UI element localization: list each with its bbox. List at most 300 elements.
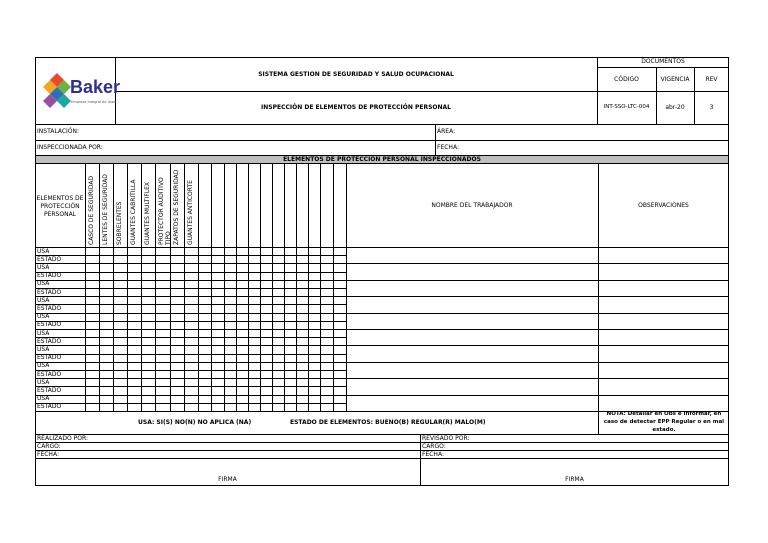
- check-cell[interactable]: [85, 247, 99, 255]
- check-cell[interactable]: [272, 280, 284, 288]
- check-cell[interactable]: [184, 370, 198, 378]
- check-cell[interactable]: [85, 395, 99, 403]
- check-cell[interactable]: [170, 395, 184, 403]
- check-cell[interactable]: [260, 296, 272, 304]
- check-cell[interactable]: [296, 296, 308, 304]
- check-cell[interactable]: [236, 263, 248, 271]
- check-cell[interactable]: [272, 403, 284, 411]
- check-cell[interactable]: [260, 329, 272, 337]
- check-cell[interactable]: [236, 345, 248, 353]
- check-cell[interactable]: [333, 329, 346, 337]
- check-cell[interactable]: [296, 403, 308, 411]
- check-cell[interactable]: [284, 386, 296, 394]
- check-cell[interactable]: [211, 304, 224, 312]
- check-cell[interactable]: [211, 263, 224, 271]
- check-cell[interactable]: [113, 321, 127, 329]
- check-cell[interactable]: [296, 378, 308, 386]
- check-cell[interactable]: [308, 263, 320, 271]
- check-cell[interactable]: [170, 288, 184, 296]
- check-cell[interactable]: [284, 337, 296, 345]
- check-cell[interactable]: [127, 362, 141, 370]
- check-cell[interactable]: [85, 354, 99, 362]
- check-cell[interactable]: [224, 272, 236, 280]
- check-cell[interactable]: [296, 304, 308, 312]
- check-cell[interactable]: [155, 280, 170, 288]
- check-cell[interactable]: [85, 313, 99, 321]
- check-cell[interactable]: [99, 288, 113, 296]
- check-cell[interactable]: [99, 313, 113, 321]
- check-cell[interactable]: [211, 272, 224, 280]
- check-cell[interactable]: [224, 378, 236, 386]
- area-field[interactable]: ÁREA:: [437, 128, 456, 135]
- date-field[interactable]: FECHA:: [437, 144, 459, 151]
- check-cell[interactable]: [85, 329, 99, 337]
- check-cell[interactable]: [272, 272, 284, 280]
- check-cell[interactable]: [198, 362, 211, 370]
- check-cell[interactable]: [198, 370, 211, 378]
- check-cell[interactable]: [272, 395, 284, 403]
- check-cell[interactable]: [113, 403, 127, 411]
- check-cell[interactable]: [99, 354, 113, 362]
- check-cell[interactable]: [127, 304, 141, 312]
- check-cell[interactable]: [198, 280, 211, 288]
- check-cell[interactable]: [224, 362, 236, 370]
- check-cell[interactable]: [85, 337, 99, 345]
- check-cell[interactable]: [170, 345, 184, 353]
- check-cell[interactable]: [184, 263, 198, 271]
- check-cell[interactable]: [224, 386, 236, 394]
- check-cell[interactable]: [85, 370, 99, 378]
- check-cell[interactable]: [224, 280, 236, 288]
- check-cell[interactable]: [260, 263, 272, 271]
- check-cell[interactable]: [155, 345, 170, 353]
- check-cell[interactable]: [184, 378, 198, 386]
- check-cell[interactable]: [333, 255, 346, 263]
- check-cell[interactable]: [260, 280, 272, 288]
- check-cell[interactable]: [170, 386, 184, 394]
- check-cell[interactable]: [141, 263, 155, 271]
- check-cell[interactable]: [85, 263, 99, 271]
- check-cell[interactable]: [248, 272, 260, 280]
- check-cell[interactable]: [224, 255, 236, 263]
- check-cell[interactable]: [296, 247, 308, 255]
- check-cell[interactable]: [170, 247, 184, 255]
- check-cell[interactable]: [170, 313, 184, 321]
- check-cell[interactable]: [320, 288, 333, 296]
- check-cell[interactable]: [272, 329, 284, 337]
- check-cell[interactable]: [248, 329, 260, 337]
- check-cell[interactable]: [155, 288, 170, 296]
- check-cell[interactable]: [320, 304, 333, 312]
- check-cell[interactable]: [320, 247, 333, 255]
- check-cell[interactable]: [284, 304, 296, 312]
- check-cell[interactable]: [308, 386, 320, 394]
- check-cell[interactable]: [333, 337, 346, 345]
- check-cell[interactable]: [113, 329, 127, 337]
- check-cell[interactable]: [184, 272, 198, 280]
- check-cell[interactable]: [127, 313, 141, 321]
- check-cell[interactable]: [211, 354, 224, 362]
- check-cell[interactable]: [198, 272, 211, 280]
- check-cell[interactable]: [284, 272, 296, 280]
- check-cell[interactable]: [127, 272, 141, 280]
- check-cell[interactable]: [333, 345, 346, 353]
- check-cell[interactable]: [155, 378, 170, 386]
- check-cell[interactable]: [308, 321, 320, 329]
- check-cell[interactable]: [99, 263, 113, 271]
- check-cell[interactable]: [113, 354, 127, 362]
- reviewed-by-position-field[interactable]: CARGO:: [422, 443, 446, 450]
- check-cell[interactable]: [85, 296, 99, 304]
- check-cell[interactable]: [320, 272, 333, 280]
- check-cell[interactable]: [85, 362, 99, 370]
- check-cell[interactable]: [296, 321, 308, 329]
- check-cell[interactable]: [333, 263, 346, 271]
- check-cell[interactable]: [272, 354, 284, 362]
- check-cell[interactable]: [308, 329, 320, 337]
- check-cell[interactable]: [308, 370, 320, 378]
- check-cell[interactable]: [141, 386, 155, 394]
- check-cell[interactable]: [260, 378, 272, 386]
- check-cell[interactable]: [224, 247, 236, 255]
- check-cell[interactable]: [141, 329, 155, 337]
- check-cell[interactable]: [141, 403, 155, 411]
- check-cell[interactable]: [320, 296, 333, 304]
- check-cell[interactable]: [211, 386, 224, 394]
- check-cell[interactable]: [224, 337, 236, 345]
- check-cell[interactable]: [236, 386, 248, 394]
- check-cell[interactable]: [99, 386, 113, 394]
- check-cell[interactable]: [296, 313, 308, 321]
- check-cell[interactable]: [184, 329, 198, 337]
- check-cell[interactable]: [236, 304, 248, 312]
- check-cell[interactable]: [127, 403, 141, 411]
- check-cell[interactable]: [320, 362, 333, 370]
- check-cell[interactable]: [284, 288, 296, 296]
- check-cell[interactable]: [85, 304, 99, 312]
- check-cell[interactable]: [320, 386, 333, 394]
- check-cell[interactable]: [248, 345, 260, 353]
- check-cell[interactable]: [85, 288, 99, 296]
- check-cell[interactable]: [260, 288, 272, 296]
- check-cell[interactable]: [284, 313, 296, 321]
- check-cell[interactable]: [248, 354, 260, 362]
- check-cell[interactable]: [141, 247, 155, 255]
- check-cell[interactable]: [141, 362, 155, 370]
- check-cell[interactable]: [155, 263, 170, 271]
- check-cell[interactable]: [141, 345, 155, 353]
- check-cell[interactable]: [308, 272, 320, 280]
- check-cell[interactable]: [296, 263, 308, 271]
- check-cell[interactable]: [141, 304, 155, 312]
- check-cell[interactable]: [248, 403, 260, 411]
- check-cell[interactable]: [284, 378, 296, 386]
- check-cell[interactable]: [296, 337, 308, 345]
- check-cell[interactable]: [248, 395, 260, 403]
- check-cell[interactable]: [198, 354, 211, 362]
- check-cell[interactable]: [260, 354, 272, 362]
- check-cell[interactable]: [248, 247, 260, 255]
- check-cell[interactable]: [113, 280, 127, 288]
- check-cell[interactable]: [236, 313, 248, 321]
- check-cell[interactable]: [184, 288, 198, 296]
- check-cell[interactable]: [155, 362, 170, 370]
- check-cell[interactable]: [113, 263, 127, 271]
- check-cell[interactable]: [155, 395, 170, 403]
- check-cell[interactable]: [333, 272, 346, 280]
- check-cell[interactable]: [284, 345, 296, 353]
- check-cell[interactable]: [127, 255, 141, 263]
- check-cell[interactable]: [236, 288, 248, 296]
- inspected-by-field[interactable]: INSPECCIONADA POR:: [37, 144, 103, 151]
- check-cell[interactable]: [296, 354, 308, 362]
- check-cell[interactable]: [320, 329, 333, 337]
- check-cell[interactable]: [308, 345, 320, 353]
- check-cell[interactable]: [113, 362, 127, 370]
- check-cell[interactable]: [198, 321, 211, 329]
- check-cell[interactable]: [141, 296, 155, 304]
- check-cell[interactable]: [85, 280, 99, 288]
- check-cell[interactable]: [224, 304, 236, 312]
- check-cell[interactable]: [296, 280, 308, 288]
- check-cell[interactable]: [184, 247, 198, 255]
- check-cell[interactable]: [198, 403, 211, 411]
- check-cell[interactable]: [236, 280, 248, 288]
- check-cell[interactable]: [236, 321, 248, 329]
- check-cell[interactable]: [248, 378, 260, 386]
- check-cell[interactable]: [155, 370, 170, 378]
- reviewed-by-field[interactable]: REVISADO POR:: [422, 435, 470, 442]
- check-cell[interactable]: [141, 395, 155, 403]
- check-cell[interactable]: [224, 403, 236, 411]
- check-cell[interactable]: [155, 354, 170, 362]
- check-cell[interactable]: [272, 321, 284, 329]
- check-cell[interactable]: [248, 255, 260, 263]
- check-cell[interactable]: [236, 378, 248, 386]
- check-cell[interactable]: [99, 247, 113, 255]
- check-cell[interactable]: [296, 288, 308, 296]
- check-cell[interactable]: [85, 378, 99, 386]
- check-cell[interactable]: [260, 395, 272, 403]
- check-cell[interactable]: [248, 386, 260, 394]
- check-cell[interactable]: [236, 296, 248, 304]
- check-cell[interactable]: [320, 255, 333, 263]
- check-cell[interactable]: [211, 395, 224, 403]
- check-cell[interactable]: [248, 288, 260, 296]
- check-cell[interactable]: [99, 329, 113, 337]
- check-cell[interactable]: [236, 362, 248, 370]
- check-cell[interactable]: [127, 395, 141, 403]
- check-cell[interactable]: [284, 370, 296, 378]
- check-cell[interactable]: [141, 337, 155, 345]
- check-cell[interactable]: [99, 255, 113, 263]
- check-cell[interactable]: [272, 263, 284, 271]
- check-cell[interactable]: [260, 304, 272, 312]
- check-cell[interactable]: [170, 272, 184, 280]
- check-cell[interactable]: [224, 395, 236, 403]
- check-cell[interactable]: [85, 255, 99, 263]
- check-cell[interactable]: [333, 247, 346, 255]
- check-cell[interactable]: [113, 255, 127, 263]
- check-cell[interactable]: [184, 403, 198, 411]
- check-cell[interactable]: [236, 337, 248, 345]
- check-cell[interactable]: [260, 247, 272, 255]
- check-cell[interactable]: [333, 304, 346, 312]
- check-cell[interactable]: [170, 321, 184, 329]
- check-cell[interactable]: [170, 263, 184, 271]
- check-cell[interactable]: [184, 386, 198, 394]
- made-by-position-field[interactable]: CARGO:: [37, 443, 61, 450]
- check-cell[interactable]: [198, 378, 211, 386]
- check-cell[interactable]: [260, 321, 272, 329]
- check-cell[interactable]: [296, 386, 308, 394]
- check-cell[interactable]: [198, 296, 211, 304]
- check-cell[interactable]: [272, 345, 284, 353]
- check-cell[interactable]: [284, 247, 296, 255]
- check-cell[interactable]: [198, 337, 211, 345]
- check-cell[interactable]: [211, 296, 224, 304]
- check-cell[interactable]: [320, 337, 333, 345]
- check-cell[interactable]: [99, 337, 113, 345]
- check-cell[interactable]: [260, 337, 272, 345]
- check-cell[interactable]: [308, 247, 320, 255]
- check-cell[interactable]: [155, 272, 170, 280]
- check-cell[interactable]: [284, 263, 296, 271]
- check-cell[interactable]: [211, 321, 224, 329]
- check-cell[interactable]: [320, 280, 333, 288]
- check-cell[interactable]: [284, 296, 296, 304]
- check-cell[interactable]: [155, 304, 170, 312]
- check-cell[interactable]: [272, 247, 284, 255]
- check-cell[interactable]: [99, 362, 113, 370]
- check-cell[interactable]: [85, 321, 99, 329]
- check-cell[interactable]: [284, 403, 296, 411]
- check-cell[interactable]: [272, 337, 284, 345]
- check-cell[interactable]: [113, 395, 127, 403]
- check-cell[interactable]: [248, 280, 260, 288]
- check-cell[interactable]: [184, 280, 198, 288]
- check-cell[interactable]: [211, 370, 224, 378]
- check-cell[interactable]: [127, 337, 141, 345]
- check-cell[interactable]: [333, 386, 346, 394]
- made-by-field[interactable]: REALIZADO POR:: [37, 435, 88, 442]
- check-cell[interactable]: [224, 354, 236, 362]
- check-cell[interactable]: [308, 362, 320, 370]
- check-cell[interactable]: [198, 263, 211, 271]
- check-cell[interactable]: [260, 255, 272, 263]
- check-cell[interactable]: [211, 329, 224, 337]
- check-cell[interactable]: [284, 395, 296, 403]
- check-cell[interactable]: [113, 378, 127, 386]
- check-cell[interactable]: [170, 304, 184, 312]
- check-cell[interactable]: [333, 370, 346, 378]
- check-cell[interactable]: [260, 386, 272, 394]
- check-cell[interactable]: [155, 247, 170, 255]
- check-cell[interactable]: [170, 280, 184, 288]
- check-cell[interactable]: [99, 403, 113, 411]
- check-cell[interactable]: [272, 362, 284, 370]
- check-cell[interactable]: [211, 288, 224, 296]
- check-cell[interactable]: [224, 296, 236, 304]
- check-cell[interactable]: [320, 370, 333, 378]
- check-cell[interactable]: [272, 304, 284, 312]
- check-cell[interactable]: [236, 370, 248, 378]
- check-cell[interactable]: [224, 329, 236, 337]
- check-cell[interactable]: [333, 288, 346, 296]
- check-cell[interactable]: [113, 337, 127, 345]
- check-cell[interactable]: [333, 296, 346, 304]
- check-cell[interactable]: [333, 378, 346, 386]
- check-cell[interactable]: [320, 378, 333, 386]
- check-cell[interactable]: [113, 386, 127, 394]
- check-cell[interactable]: [113, 296, 127, 304]
- check-cell[interactable]: [113, 345, 127, 353]
- check-cell[interactable]: [127, 370, 141, 378]
- check-cell[interactable]: [284, 362, 296, 370]
- check-cell[interactable]: [99, 378, 113, 386]
- check-cell[interactable]: [141, 288, 155, 296]
- check-cell[interactable]: [236, 354, 248, 362]
- check-cell[interactable]: [113, 370, 127, 378]
- check-cell[interactable]: [99, 345, 113, 353]
- check-cell[interactable]: [296, 370, 308, 378]
- check-cell[interactable]: [308, 296, 320, 304]
- check-cell[interactable]: [127, 263, 141, 271]
- check-cell[interactable]: [170, 329, 184, 337]
- check-cell[interactable]: [170, 354, 184, 362]
- check-cell[interactable]: [308, 395, 320, 403]
- check-cell[interactable]: [333, 313, 346, 321]
- check-cell[interactable]: [184, 354, 198, 362]
- check-cell[interactable]: [224, 370, 236, 378]
- check-cell[interactable]: [155, 296, 170, 304]
- made-by-signature[interactable]: FIRMA: [218, 476, 237, 483]
- check-cell[interactable]: [141, 255, 155, 263]
- check-cell[interactable]: [127, 329, 141, 337]
- check-cell[interactable]: [198, 386, 211, 394]
- check-cell[interactable]: [272, 255, 284, 263]
- check-cell[interactable]: [155, 403, 170, 411]
- check-cell[interactable]: [248, 304, 260, 312]
- check-cell[interactable]: [184, 395, 198, 403]
- check-cell[interactable]: [155, 321, 170, 329]
- check-cell[interactable]: [113, 304, 127, 312]
- check-cell[interactable]: [211, 247, 224, 255]
- check-cell[interactable]: [284, 255, 296, 263]
- check-cell[interactable]: [141, 313, 155, 321]
- check-cell[interactable]: [284, 354, 296, 362]
- check-cell[interactable]: [320, 395, 333, 403]
- check-cell[interactable]: [127, 280, 141, 288]
- check-cell[interactable]: [85, 403, 99, 411]
- check-cell[interactable]: [170, 403, 184, 411]
- check-cell[interactable]: [308, 354, 320, 362]
- check-cell[interactable]: [184, 296, 198, 304]
- check-cell[interactable]: [170, 378, 184, 386]
- check-cell[interactable]: [296, 395, 308, 403]
- check-cell[interactable]: [296, 272, 308, 280]
- check-cell[interactable]: [127, 386, 141, 394]
- check-cell[interactable]: [184, 313, 198, 321]
- check-cell[interactable]: [113, 313, 127, 321]
- check-cell[interactable]: [155, 386, 170, 394]
- check-cell[interactable]: [308, 313, 320, 321]
- check-cell[interactable]: [333, 403, 346, 411]
- check-cell[interactable]: [184, 337, 198, 345]
- check-cell[interactable]: [272, 296, 284, 304]
- check-cell[interactable]: [224, 263, 236, 271]
- check-cell[interactable]: [320, 313, 333, 321]
